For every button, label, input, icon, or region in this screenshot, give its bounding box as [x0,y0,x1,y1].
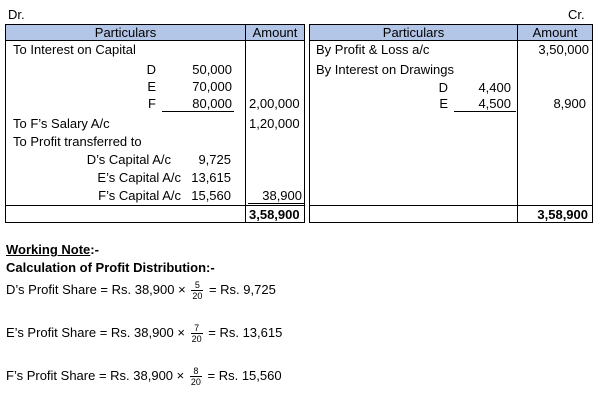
right-total-top-border [309,205,593,206]
partner-f-interest: 80,000 [192,96,232,111]
drawings-d-label: D [438,80,448,95]
left-header-border [5,40,305,41]
profit-e-value: 13,615 [191,170,231,185]
d-share-fraction [191,280,203,301]
partner-d-label: D [146,62,156,77]
left-bottom-border [5,222,305,223]
debit-grand-total: 3,58,900 [249,207,300,222]
profit-f-value: 15,560 [191,188,231,203]
credit-grand-total: 3,58,900 [537,207,588,222]
drawings-total: 8,900 [553,96,586,111]
d-profit-share-line [6,280,276,301]
right-amount-divider [517,24,518,223]
left-outer-border [5,24,6,223]
interest-subtotal-line [162,111,234,112]
dr-label: Dr. [8,7,25,22]
profit-d-label: D’s Capital A/c [86,152,171,167]
drawings-e-value: 4,500 [478,96,511,111]
f-share-numerator: 8 [190,366,202,377]
e-share-prefix: E’s Profit Share = Rs. 38,900 × [6,324,185,340]
working-note-subtitle: Calculation of Profit Distribution:- [6,260,215,275]
profit-loss-amount: 3,50,000 [538,42,589,57]
left-amount-divider [245,24,246,223]
d-share-prefix: D’s Profit Share = Rs. 38,900 × [6,281,186,297]
partner-e-label: E [147,79,156,94]
f-share-prefix: F’s Profit Share = Rs. 38,900 × [6,367,185,383]
interest-capital-label: To Interest on Capital [13,42,136,57]
e-share-fraction [191,323,203,344]
left-total-top-border [5,205,305,206]
drawings-subtotal-line [454,111,516,112]
salary-label: To F’s Salary A/c [13,116,110,131]
working-note-title-suffix: :- [90,242,99,257]
header-particulars-left: Particulars [94,25,157,40]
header-amount-left: Amount [252,25,298,40]
partner-d-interest: 50,000 [192,62,232,77]
f-profit-share-line [6,366,282,387]
d-share-denominator: 20 [192,291,203,301]
drawings-d-value: 4,400 [478,80,511,95]
interest-total: 2,00,000 [249,96,300,111]
e-share-suffix: = Rs. 13,615 [208,324,283,340]
profit-subtotal-line [248,203,304,204]
f-share-fraction [190,366,202,387]
left-right-edge [304,24,305,223]
right-header-border [309,40,593,41]
partner-f-label: F [148,96,156,111]
profit-loss-label: By Profit & Loss a/c [316,42,430,57]
header-amount-right: Amount [532,25,578,40]
d-share-numerator: 5 [191,280,203,291]
header-particulars-right: Particulars [382,25,445,40]
right-left-edge [309,24,310,223]
profit-e-label: E’s Capital A/c [97,170,181,185]
f-share-suffix: = Rs. 15,560 [207,367,282,383]
working-note-title-text: Working Note [6,242,91,257]
profit-f-label: F’s Capital A/c [98,188,181,203]
right-outer-border [592,24,593,223]
e-share-denominator: 20 [191,334,202,344]
right-bottom-border [309,222,593,223]
partner-e-interest: 70,000 [192,79,232,94]
profit-label: To Profit transferred to [13,134,142,149]
drawings-e-label: E [439,96,448,111]
profit-d-value: 9,725 [198,152,231,167]
e-profit-share-line [6,323,282,344]
profit-total: 38,900 [262,188,302,203]
cr-label: Cr. [568,7,585,22]
working-note-title [6,242,99,258]
d-share-suffix: = Rs. 9,725 [208,281,276,297]
f-share-denominator: 20 [190,377,201,387]
drawings-label: By Interest on Drawings [316,62,455,77]
salary-amount: 1,20,000 [249,116,300,131]
e-share-numerator: 7 [191,323,203,334]
